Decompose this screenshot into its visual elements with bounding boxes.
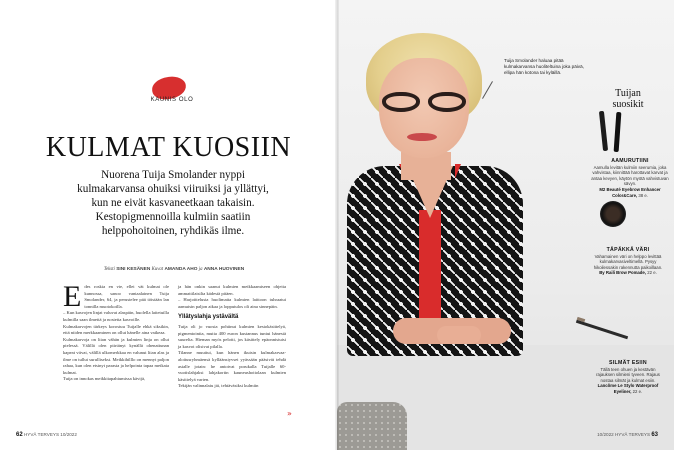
sidebar-title-line-2: suosikit xyxy=(612,99,644,110)
product-entry xyxy=(591,361,665,395)
product-description: Vahamainen väri on helppo levittää kulmakarvasiveltimellä. Pysyy hikoilessakin rakennutta paikoillaan. xyxy=(593,253,663,270)
publication-left: HYVÄ TERVEYS 10/2022 xyxy=(23,432,77,437)
product-price: 22 e. xyxy=(632,388,643,394)
product-description: Aamulla levitän kulmiin seerumia, joka vahvistaa, kiinnittää harottavat karvat ja antaa kevyen, käytön myötä vahvistuvan sävyn. xyxy=(591,164,669,187)
credit-photo-label: Kuvat xyxy=(151,267,164,272)
favorites-sidebar xyxy=(585,88,671,433)
product-brand: Lancôme Le Stylo Waterproof Eyeliner, xyxy=(597,383,659,394)
page-number-left: 62 xyxy=(16,432,23,438)
folio-right xyxy=(597,432,658,438)
product-entry xyxy=(591,159,669,198)
product-entry xyxy=(591,248,665,276)
credit-photographer-2: ANNA HUOVINEN xyxy=(203,267,245,272)
body-paragraph: Tuija on innokas meikkitapahtumissa kävijä, xyxy=(63,376,146,382)
product-price: 22 e. xyxy=(647,270,657,276)
body-column-2 xyxy=(178,284,286,390)
sidebar-title-line-1: Tuijan xyxy=(615,88,641,99)
product-brand: By Raili Brow Pomade, xyxy=(599,270,647,276)
product-name: AAMURUTIINI xyxy=(611,158,649,164)
sidebar-layer xyxy=(337,0,674,450)
article-lead: Nuorena Tuija Smolander nyppi kulmakarvansa ohuiksi viiruiksi ja yllättyi, kun ne eivät kasvaneetkaan takaisin. Kestopigmennoilla kulmiin saatiin helppohoitoinen, ryhdikäs ilme. xyxy=(77,169,269,237)
product-price: 38 e. xyxy=(638,192,648,198)
product-name: SILMÄT ESIIN xyxy=(609,360,647,366)
body-paragraph: Tekijän valinnalaiu jäi, tehtäväsiksi kulmiin xyxy=(178,383,259,389)
body-paragraph: – Kun kasvojen linjat valuvat alaspäin, huolella laitetuilla kulmilla saan ilmettä ja nostetta kasvoille. xyxy=(63,310,169,322)
drop-cap: E xyxy=(63,280,82,313)
product-description: Tällä teen ohuen ja kestävän rajauksen silmieni tyveen. Rajaus nostaa silmät ja kulmat esiin. xyxy=(596,366,660,383)
credit-and: ja xyxy=(198,267,203,272)
credit-writer: SINI KESÄNEN xyxy=(116,267,151,272)
body-paragraph: Kulmakarvoja on liian vähän ja kulmien linja on ollut pielessä. Välillä olen piirtänyt kynällä ohenattunan kapeat viivat, välillä ulkomerkkaa en valunut liian alas ja ilme on tullut surullisekst. Meikkihilllo on mennyt paljon rahaa, kun olen etsinyt parasta ja helpointa tapaa meikata kulmat. xyxy=(63,336,169,375)
body-paragraph: Kulmakarvojen tärkeys korostuu Tuijalle ehkä siksikin, että niiden merkkaaminen on ollut hänelle aina vaikeaa. xyxy=(63,323,169,336)
sidebar-title xyxy=(585,88,671,110)
article-headline: KULMAT KUOSIIN xyxy=(45,132,292,163)
photo-caption: Tuija Smolander haluaa pitää kulmakarvansa huoliteltuina joka päivä, ellipa hän kotona tai kyläillä. xyxy=(504,58,584,75)
page-gutter xyxy=(335,0,339,450)
body-column-1 xyxy=(63,280,169,383)
body-paragraph: ja hän onkin saanut kulmien meikkaamiseen ohjeita ammattilaisilta kädestä pitäen. xyxy=(178,284,286,296)
body-paragraph: des roskia en vie, ellei vät kulmat ole kunnossa, sanoo vantaalainen Tuija Smolander, 64, ja perustelee pää töistään lan tonnilla muotokoilla. xyxy=(84,284,169,309)
section-label: KAUNIS OLO xyxy=(150,97,194,103)
body-subheading: Yllätyslahja ystävältä xyxy=(178,314,239,321)
body-paragraph: Tilanne muuttui, kun hänen ikuisin kulmakarvaa-aloitusryhmäensä kylläänsiyvset yyässään pääsivät tehdä asialle jotain: he antoivat porukalla Tuijalle 60-vuotislahjaksi lahjakortin kauneushoitolaan kulmien käsittelyä varten. xyxy=(178,350,286,382)
folio-left xyxy=(16,432,77,438)
product-name: TÄPÄKKÄ VÄRI xyxy=(606,247,650,253)
body-paragraph: – Harjoittelusta huolimatta kulmien laittoon tuhraatui aamuisin paljon aikaa ja lopputulos oli aina sinnepäin. xyxy=(178,297,286,309)
credit-photographer: AMANDA AHO xyxy=(164,267,198,272)
product-brand: M2 Beauté Eyebrow Enhancer Color&Care, xyxy=(599,186,661,198)
publication-right: 10/2022 HYVÄ TERVEYS xyxy=(597,432,651,437)
page-number-right: 63 xyxy=(651,432,658,438)
credit-text-label: Teksti xyxy=(103,267,115,272)
continue-arrow-icon: » xyxy=(287,409,292,418)
body-paragraph: Tuija oli jo vuosia pohtinut kulmien kestokäsittelyä, pigmentointia, mutta 400 euron kustannus tuntui hänestä suurelta. Hieman myös pelotti, jos käsittely epäonnistuisi ja kasvot olisivat pilalla. xyxy=(178,323,286,349)
article-credits xyxy=(64,267,284,272)
